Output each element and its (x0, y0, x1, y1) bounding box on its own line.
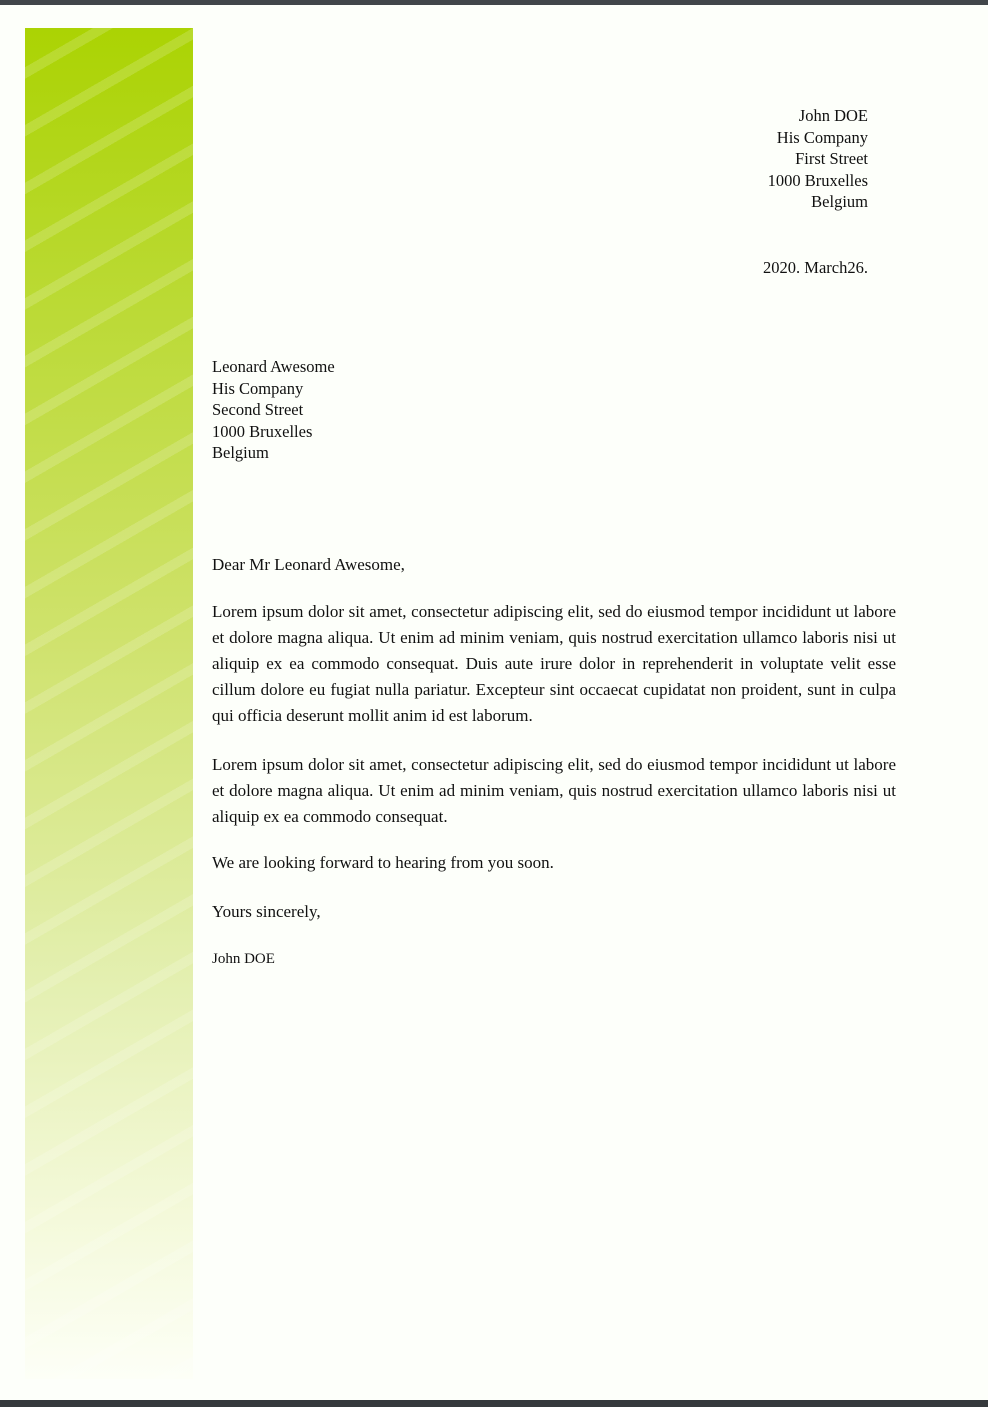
signature-name: John DOE (212, 951, 275, 967)
recipient-city: 1000 Bruxelles (212, 421, 313, 441)
sender-address-block (768, 105, 868, 213)
recipient-country: Belgium (212, 443, 269, 462)
viewer-bottom-edge (0, 1400, 988, 1407)
letterhead-accent-bar (25, 28, 193, 1379)
closing-line: We are looking forward to hearing from you soon. (212, 853, 554, 872)
valediction: Yours sincerely, (212, 902, 321, 921)
recipient-street: Second Street (212, 400, 304, 419)
sender-company: His Company (776, 127, 868, 147)
sender-country: Belgium (811, 192, 868, 211)
sender-name: John DOE (798, 106, 868, 125)
sender-city: 1000 Bruxelles (767, 170, 868, 190)
letter-content (212, 0, 896, 1407)
recipient-address-block (212, 356, 335, 464)
letter-date: 2020. March26. (763, 258, 868, 277)
salutation: Dear Mr Leonard Awesome, (212, 555, 405, 574)
sender-street: First Street (795, 149, 868, 168)
recipient-name: Leonard Awesome (212, 357, 335, 376)
body-paragraph: Lorem ipsum dolor sit amet, consectetur adipiscing elit, sed do eiusmod tempor incididunt ut labore et dolore magna aliqua. Ut enim ad minim veniam, quis nostrud exercitation ullamco laboris nisi ut aliquip ex ea commodo consequat. Duis aute irure dolor in reprehenderit in voluptate velit esse cillum dolore eu fugiat nulla pariatur. Excepteur sint occaecat cupidatat non proident, sunt in culpa qui officia deserunt mollit anim id est laborum. (212, 602, 896, 725)
recipient-company: His Company (212, 378, 304, 398)
body-paragraph: Lorem ipsum dolor sit amet, consectetur adipiscing elit, sed do eiusmod tempor incididunt ut labore et dolore magna aliqua. Ut enim ad minim veniam, quis nostrud exercitation ullamco laboris nisi ut aliquip ex ea commodo consequat. (212, 755, 896, 826)
